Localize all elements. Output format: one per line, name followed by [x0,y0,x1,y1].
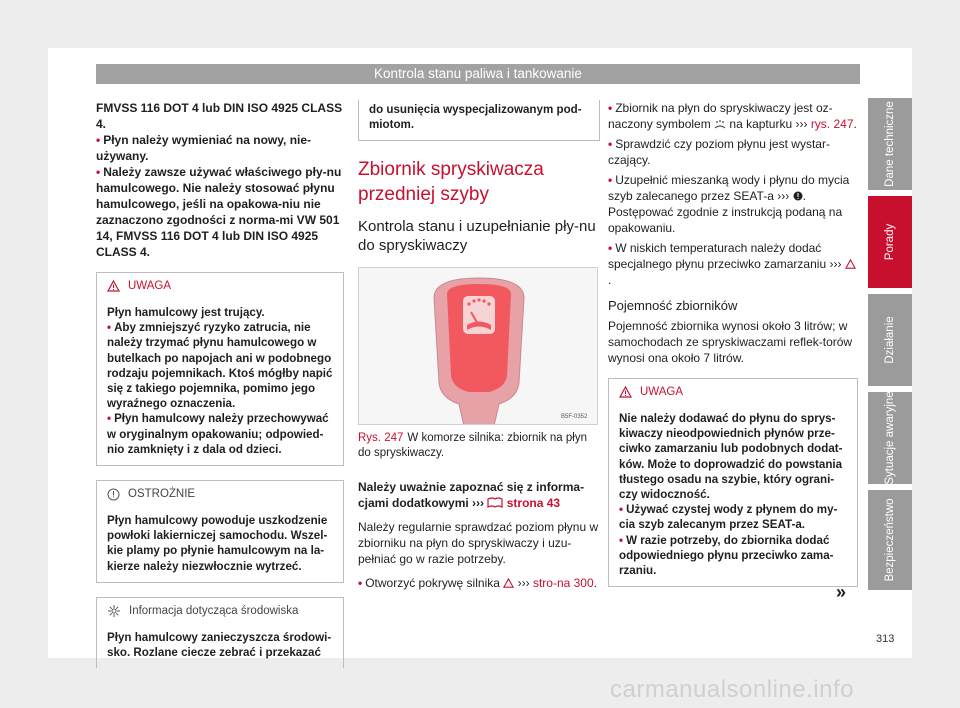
book-link-icon [487,497,503,508]
tab-porady[interactable]: Porady [868,196,912,288]
warning-icon [107,280,120,292]
capacity-title: Pojemność zbiorników [608,298,738,313]
list-item: • W niskich temperaturach należy dodać specjalnego płynu przeciwko zamarzaniu ››› . [608,240,858,288]
list-item: • Otworzyć pokrywę silnika ››› stro-na 300. [358,576,597,591]
page-link[interactable]: stro-na 300 [532,576,594,591]
intro-text: FMVSS 116 DOT 4 lub DIN ISO 4925 CLASS 4. [96,101,343,131]
warning-icon [619,386,632,398]
paragraph: Należy regularnie sprawdzać poziom płynu w zbiorniku na płyn do spryskiwaczy i uzu-pełniać go w razie potrzeby. [358,520,599,567]
list-item: • Sprawdzić czy poziom płynu jest wystar-czający. [608,137,830,167]
figure-code: B5F-0352 [561,414,588,421]
tab-dane-techniczne[interactable]: Dane techniczne [868,98,912,190]
note: Należy uważnie zapoznać się z informa-cjami dodatkowymi ››› strona 43 [358,480,585,511]
list-item: • Należy zawsze używać właściwego pły-nu hamulcowego. Nie należy stosować płynu hamulcowego, jeśli na opakowa-niu nie zaznaczono zgodności z norma-mi VW 501 14, FMVSS 116 DOT 4 lub DIN ISO 4925 CLASS 4. [96,165,342,259]
warning-intro: Płyn hamulcowy jest trujący. [107,306,265,319]
list-item: • Płyn należy wymieniać na nowy, nie-używany. [96,133,312,163]
list-item: • W razie potrzeby, do zbiornika dodać odpowiedniego płynu przeciwko zama-rzaniu. [619,533,834,578]
warning-icon [845,259,856,269]
tab-bezpieczenstwo[interactable]: Bezpieczeństwo [868,490,912,590]
list-item: • Aby zmniejszyć ryzyko zatrucia, nie należy trzymać płynu hamulcowego w butelkach po napojach ani w podobnego rodzaju pojemnikach. Ktoś mógłby napić się z takiego pojemnika, pomimo jego wyraźnego oznaczenia. [107,321,333,411]
warning-box [96,272,344,466]
washer-cap-illustration [359,268,598,425]
warning-circle-icon [793,191,803,201]
environment-box [96,597,344,668]
environment-title: Informacja dotycząca środowiska [129,604,299,617]
list-item: • Płyn hamulcowy należy przechowywać w oryginalnym opakowaniu; odpowied-nio zamknięty i z dala od dzieci. [107,412,329,456]
warning-box [608,378,858,587]
warning-title: UWAGA [640,386,684,398]
warning-intro: Nie należy dodawać do płynu do sprys-kiwaczy nieodpowiednich płynów prze-ciwko zamarzaniu lub podobnych dodat-ków. Może to doprowadzić do powstania tłustego osadu na szybie, który ograni-czy widoczność. [619,412,843,502]
figure-caption: Rys. 247 W komorze silnika: zbiornik na płyn do spryskiwaczy. [358,432,587,460]
section-title: Zbiornik spryskiwacza przedniej szyby [358,159,544,206]
caution-body: Płyn hamulcowy powoduje uszkodzenie powłoki lakierniczej samochodu. Wszel-kie plamy po płynie hamulcowym na la-kierze należy niezwłocznie wytrzeć. [107,514,328,573]
environment-body: Płyn hamulcowy zanieczyszcza środowi-sko. Rozlane ciecze zebrać i przekazać [107,630,332,660]
caution-box [96,480,344,583]
column-right [608,100,858,587]
figure-link[interactable]: rys. 247 [810,117,854,131]
continue-mark: » [836,582,847,602]
leaf-icon [107,604,121,618]
tab-sytuacje-awaryjne[interactable]: Sytuacje awaryjne [868,392,912,484]
watermark: carmanualsonline.info [610,676,854,703]
warning-icon [503,578,514,588]
caution-title: OSTROŻNIE [128,488,196,501]
section-subtitle: Kontrola stanu i uzupełnianie pły-nu do spryskiwaczy [358,218,596,255]
page-link[interactable]: strona 43 [506,496,561,511]
info-circle-icon [107,488,120,501]
warning-title: UWAGA [128,280,172,292]
tab-dzialanie[interactable]: Działanie [868,294,912,386]
list-item: • Zbiornik na płyn do spryskiwaczy jest oz-naczony symbolem na kapturku ››› rys. 247. [608,101,857,131]
page-header: Kontrola stanu paliwa i tankowanie [96,64,860,84]
page-number: 313 [876,633,895,645]
column-left [96,100,344,668]
environment-box-continued: do usunięcia wyspecjalizowanym pod-miotom. [358,100,600,141]
list-item: • Uzupełnić mieszanką wody i płynu do mycia szyb zalecanego przez SEAT-a ››› . Postępować zgodnie z instrukcją podaną na opakowaniu. [608,173,850,235]
column-middle [358,100,600,591]
figure-washer-reservoir [358,267,598,425]
washer-symbol-icon [714,119,726,129]
capacity-body: Pojemność zbiornika wynosi około 3 litrów; w samochodach ze spryskiwaczami reflek-torów wynosi ona około 7 litrów. [608,319,853,365]
list-item: • Używać czystej wody z płynem do my-cia szyb zalecanym przez SEAT-a. [619,503,838,532]
